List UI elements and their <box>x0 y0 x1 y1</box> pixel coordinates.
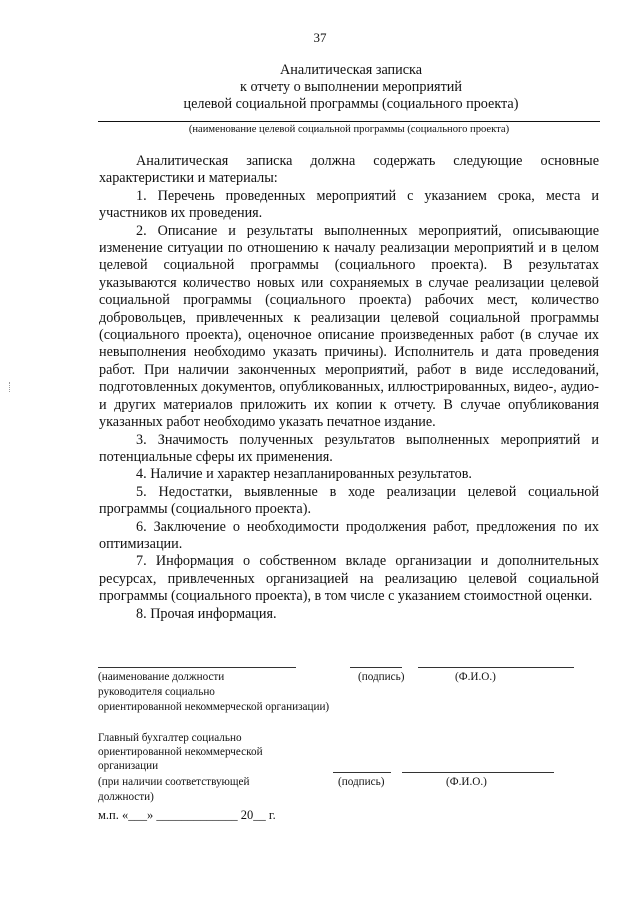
stamp-date-line: м.п. «___» _____________ 20__ г. <box>98 808 276 822</box>
accountant-line-3: организации <box>98 760 159 772</box>
fio-line <box>418 667 574 668</box>
intro-paragraph: Аналитическая записка должна содержать следующие основные характеристики и материалы: <box>99 153 599 187</box>
position-caption-2: руководителя социально <box>98 686 215 698</box>
signature-caption: (подпись) <box>338 776 385 788</box>
signature-caption: (подпись) <box>358 671 405 683</box>
list-item: 4. Наличие и характер незапланированных результатов. <box>136 466 472 483</box>
title-line-2: к отчету о выполнении мероприятий <box>240 79 462 95</box>
position-caption-1: (наименование должности <box>98 671 225 683</box>
signature-line <box>333 772 391 773</box>
margin-mark <box>9 382 11 392</box>
fio-line <box>402 772 554 773</box>
program-name-line <box>98 121 600 122</box>
list-item: 7. Информация о собственном вкладе организации и дополнительных ресурсах, привлеченных организацией на реализацию целевой социальной программы (социального проекта), в том числе с указанием стоимостной оценки. <box>99 553 599 605</box>
title-line-3: целевой социальной программы (социального проекта) <box>183 96 519 112</box>
fio-caption: (Ф.И.О.) <box>446 776 487 788</box>
document-title <box>60 62 640 113</box>
list-item: 8. Прочая информация. <box>136 605 277 622</box>
list-item: 3. Значимость полученных результатов выполненных мероприятий и потенциальные сферы их применения. <box>99 431 599 465</box>
page-number: 37 <box>313 30 327 45</box>
document-body <box>99 153 599 623</box>
program-name-caption: (наименование целевой социальной программы (социального проекта) <box>188 124 510 135</box>
accountant-line-1: Главный бухгалтер социально <box>98 732 242 744</box>
accountant-line-2: ориентированной некоммерческой <box>98 746 263 758</box>
accountant-line-4: (при наличии соответствующей <box>98 776 250 788</box>
list-item: 6. Заключение о необходимости продолжения работ, предложения по их оптимизации. <box>99 518 599 552</box>
position-line <box>98 667 296 668</box>
fio-caption: (Ф.И.О.) <box>455 671 496 683</box>
signature-line <box>350 667 402 668</box>
list-item: 5. Недостатки, выявленные в ходе реализации целевой социальной программы (социального проекта). <box>99 483 599 518</box>
list-item: 1. Перечень проведенных мероприятий с указанием срока, места и участников их проведения. <box>99 187 599 222</box>
accountant-line-5: должности) <box>98 791 154 803</box>
title-line-1: Аналитическая записка <box>279 62 423 78</box>
list-item: 2. Описание и результаты выполненных мероприятий, описывающие изменение ситуации по отношению к началу реализации мероприятий и в целом целевой социальной программы (социального проекта). В результатах указываются количество новых или сохраняемых в случае реализации целевой социальной программы (социального проекта) рабочих мест, количество добровольцев, привлеченных к реализации целевой социальной программы (социального проекта), оценочное описание произведенных работ (в случае их невыполнения необходимо указать причины). Исполнитель и дата проведения работ. При наличии законченных мероприятий, работ в виде исследований, подготовленных документов, опубликованных, иллюстрированных, видео-, аудио- и других материалов приложить их копии к отчету. В случае опубликования указанных работ необходимо указать печатное издание. <box>99 222 599 431</box>
position-caption-3: ориентированной некоммерческой организации) <box>98 701 330 713</box>
